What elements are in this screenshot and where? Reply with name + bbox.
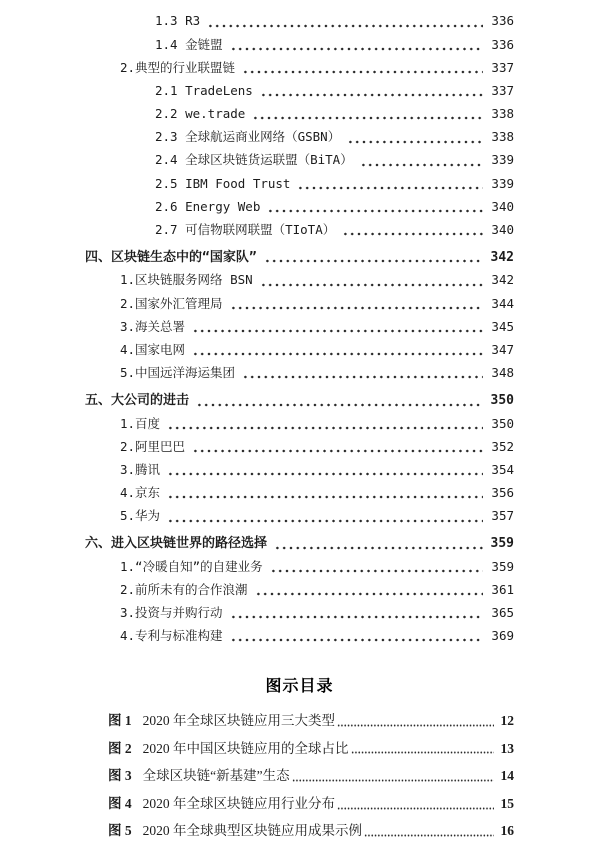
dot-leader [260, 269, 483, 292]
figure-entry-number: 图 1 [108, 713, 132, 729]
figure-index-list [85, 707, 514, 845]
dot-leader [242, 362, 483, 385]
dot-leader [292, 762, 494, 790]
toc-entry-label: 1.4 金链盟 [155, 36, 223, 52]
toc-entry[interactable] [85, 602, 514, 625]
toc-entry-label: 2.2 we.trade [155, 106, 246, 122]
dot-leader [351, 735, 495, 763]
toc-entry-label: 2.阿里巴巴 [120, 438, 186, 454]
dot-leader [255, 579, 483, 602]
figure-entry-title: 2020 年中国区块链应用的全球占比 [142, 740, 349, 756]
figure-entry-page-number: 15 [500, 795, 514, 811]
toc-entry[interactable] [85, 389, 514, 412]
toc-entry-label: 2.典型的行业联盟链 [120, 59, 236, 75]
toc-entry[interactable] [85, 10, 514, 33]
dot-leader [167, 412, 483, 435]
figure-entry[interactable] [85, 735, 514, 763]
toc-entry[interactable] [85, 532, 514, 555]
toc-entry-page-number: 337 [491, 82, 514, 98]
figure-entry-number: 图 3 [108, 768, 132, 784]
toc-entry-label: 3.海关总署 [120, 318, 186, 334]
toc-entry-label: 2.6 Energy Web [155, 198, 261, 214]
toc-entry-label: 五、大公司的进击 [85, 393, 190, 409]
toc-entry-page-number: 336 [491, 13, 514, 29]
toc-entry-page-number: 336 [491, 36, 514, 52]
toc-entry[interactable] [85, 579, 514, 602]
dot-leader [167, 505, 483, 528]
toc-entry-page-number: 337 [491, 59, 514, 75]
toc-entry-page-number: 339 [491, 152, 514, 168]
toc-entry[interactable] [85, 435, 514, 458]
figure-entry-page-number: 16 [500, 823, 514, 839]
toc-entry-label: 5.中国远洋海运集团 [120, 365, 236, 381]
dot-leader [360, 149, 483, 172]
toc-entry[interactable] [85, 246, 514, 269]
toc-entry-page-number: 352 [491, 438, 514, 454]
dot-leader [252, 103, 483, 126]
toc-entry-page-number: 369 [491, 628, 514, 644]
toc-entry-page-number: 340 [491, 222, 514, 238]
dot-leader [342, 219, 483, 242]
toc-entry-label: 2.前所未有的合作浪潮 [120, 581, 248, 597]
toc-entry-page-number: 365 [491, 605, 514, 621]
dot-leader [192, 435, 483, 458]
toc-entry-label: 四、区块链生态中的“国家队” [85, 249, 257, 265]
toc-entry-label: 1.区块链服务网络 BSN [120, 272, 253, 288]
dot-leader [230, 602, 483, 625]
dot-leader [337, 707, 494, 735]
toc-entry[interactable] [85, 412, 514, 435]
toc-entry-page-number: 342 [491, 272, 514, 288]
table-of-contents [85, 10, 514, 648]
toc-entry-page-number: 350 [491, 415, 514, 431]
dot-leader [192, 339, 483, 362]
toc-entry[interactable] [85, 482, 514, 505]
toc-entry-label: 2.4 全球区块链货运联盟（BiTA） [155, 152, 353, 168]
dot-leader [230, 33, 483, 56]
figure-entry-number: 图 2 [108, 740, 132, 756]
figure-entry-number: 图 4 [108, 795, 132, 811]
toc-entry-label: 1.百度 [120, 415, 161, 431]
dot-leader [270, 555, 483, 578]
toc-entry-page-number: 350 [490, 393, 514, 409]
toc-entry-label: 3.投资与并购行动 [120, 605, 223, 621]
toc-entry[interactable] [85, 269, 514, 292]
toc-entry-label: 2.7 可信物联网联盟（TIoTA） [155, 222, 336, 238]
dot-leader [242, 56, 483, 79]
toc-entry[interactable] [85, 80, 514, 103]
figure-entry-page-number: 14 [500, 768, 514, 784]
toc-entry[interactable] [85, 459, 514, 482]
toc-entry[interactable] [85, 196, 514, 219]
toc-entry-label: 5.华为 [120, 508, 161, 524]
figure-index-heading: 图示目录 [265, 676, 334, 696]
toc-entry[interactable] [85, 339, 514, 362]
toc-entry-label: 4.专利与标准构建 [120, 628, 223, 644]
toc-entry[interactable] [85, 219, 514, 242]
figure-entry[interactable] [85, 817, 514, 845]
dot-leader [337, 790, 494, 818]
toc-entry-label: 4.国家电网 [120, 341, 186, 357]
toc-entry[interactable] [85, 315, 514, 338]
toc-entry-label: 2.5 IBM Food Trust [155, 175, 291, 191]
toc-entry-page-number: 354 [491, 461, 514, 477]
toc-entry[interactable] [85, 362, 514, 385]
figure-entry-page-number: 13 [500, 740, 514, 756]
toc-entry[interactable] [85, 33, 514, 56]
toc-entry[interactable] [85, 505, 514, 528]
dot-leader [347, 126, 483, 149]
dot-leader [230, 625, 483, 648]
toc-entry-page-number: 338 [491, 106, 514, 122]
dot-leader [230, 292, 483, 315]
dot-leader [167, 459, 483, 482]
dot-leader [260, 80, 483, 103]
figure-entry[interactable] [85, 790, 514, 818]
toc-entry-label: 1.“冷暖自知”的自建业务 [120, 558, 263, 574]
dot-leader [364, 817, 494, 845]
toc-entry-page-number: 347 [491, 341, 514, 357]
dot-leader [192, 315, 483, 338]
figure-entry-title: 全球区块链“新基建”生态 [142, 768, 290, 784]
figure-entry-page-number: 12 [500, 713, 514, 729]
dot-leader [267, 196, 483, 219]
toc-entry-page-number: 338 [491, 129, 514, 145]
dot-leader [167, 482, 483, 505]
toc-entry[interactable] [85, 126, 514, 149]
dot-leader [207, 10, 483, 33]
toc-entry-page-number: 348 [491, 365, 514, 381]
toc-entry-label: 3.腾讯 [120, 461, 161, 477]
toc-entry-page-number: 359 [491, 558, 514, 574]
figure-entry-title: 2020 年全球区块链应用三大类型 [142, 713, 335, 729]
figure-entry[interactable] [85, 762, 514, 790]
toc-entry[interactable] [85, 172, 514, 195]
toc-entry-label: 4.京东 [120, 485, 161, 501]
dot-leader [274, 532, 483, 555]
figure-entry-number: 图 5 [108, 823, 132, 839]
toc-entry[interactable] [85, 56, 514, 79]
toc-entry[interactable] [85, 625, 514, 648]
toc-entry-label: 2.1 TradeLens [155, 82, 253, 98]
toc-entry[interactable] [85, 103, 514, 126]
toc-entry[interactable] [85, 292, 514, 315]
toc-entry-page-number: 345 [491, 318, 514, 334]
toc-entry-page-number: 342 [490, 249, 514, 265]
figure-entry[interactable] [85, 707, 514, 735]
toc-entry-page-number: 339 [491, 175, 514, 191]
toc-entry[interactable] [85, 555, 514, 578]
dot-leader [297, 172, 483, 195]
dot-leader [196, 389, 483, 412]
toc-entry-label: 1.3 R3 [155, 13, 201, 29]
figure-entry-title: 2020 年全球典型区块链应用成果示例 [142, 823, 362, 839]
toc-entry-page-number: 344 [491, 295, 514, 311]
toc-entry-label: 六、进入区块链世界的路径选择 [85, 536, 268, 552]
toc-entry-page-number: 340 [491, 198, 514, 214]
toc-entry-label: 2.3 全球航运商业网络（GSBN） [155, 129, 341, 145]
toc-entry-page-number: 361 [491, 581, 514, 597]
figure-entry-title: 2020 年全球区块链应用行业分布 [142, 795, 335, 811]
toc-entry-page-number: 356 [491, 485, 514, 501]
dot-leader [264, 246, 483, 269]
toc-entry-label: 2.国家外汇管理局 [120, 295, 223, 311]
toc-entry-page-number: 359 [490, 536, 514, 552]
toc-entry-page-number: 357 [491, 508, 514, 524]
toc-entry[interactable] [85, 149, 514, 172]
